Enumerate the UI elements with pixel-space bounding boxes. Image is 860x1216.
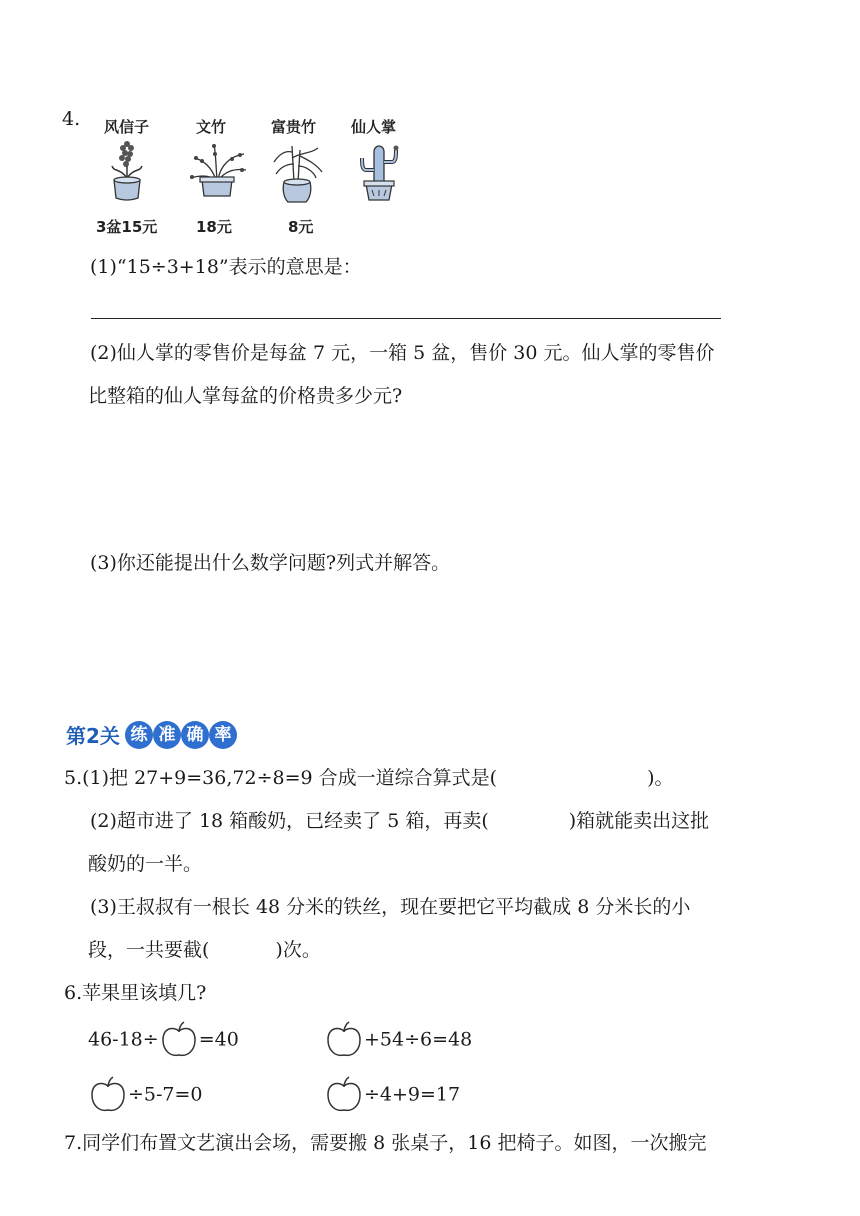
equation-3 — [88, 1075, 203, 1115]
plant-price-hyacinth: 3盆15元 — [96, 218, 158, 236]
q5-2-close: )箱就能卖出这批 — [568, 810, 710, 832]
q5-1-text: 5.(1)把 27+9=36,72÷8=9 合成一道综合算式是( — [64, 767, 498, 789]
question-4-part-1: (1)“15÷3+18”表示的意思是： — [90, 256, 362, 278]
eq1-left: 46-18÷ — [88, 1028, 159, 1051]
hyacinth-pot-icon — [104, 138, 150, 206]
question-4-part-2-line-2: 比整箱的仙人掌每盆的价格贵多少元? — [88, 385, 403, 407]
eq3-right: ÷5-7=0 — [128, 1083, 203, 1106]
question-4-part-2-line-1: (2)仙人掌的零售价是每盆 7 元，一箱 5 盆，售价 30 元。仙人掌的零售价 — [90, 342, 715, 364]
question-6-title: 6.苹果里该填几? — [64, 982, 207, 1004]
section-chip-1: 练 — [125, 721, 153, 749]
asparagus-fern-pot-icon — [186, 138, 250, 206]
equation-1 — [88, 1020, 239, 1060]
apple-blank-icon[interactable] — [324, 1075, 364, 1115]
eq4-right: ÷4+9=17 — [364, 1083, 461, 1106]
question-5-part-3-cont — [88, 941, 321, 960]
q5-3-text: 段，一共要截( — [88, 939, 210, 961]
question-5-part-2 — [90, 812, 709, 831]
question-5-part-2-cont: 酸奶的一半。 — [88, 853, 203, 875]
section-2-label: 第2关 — [66, 724, 120, 748]
question-5-part-3: (3)王叔叔有一根长 48 分米的铁丝，现在要把它平均截成 8 分米长的小 — [90, 896, 691, 918]
q5-2-text: (2)超市进了 18 箱酸奶，已经卖了 5 箱，再卖( — [90, 810, 489, 832]
plant-price-asparagus-fern: 18元 — [196, 218, 232, 236]
q5-1-close: )。 — [647, 767, 674, 789]
eq1-right: =40 — [198, 1028, 239, 1051]
apple-blank-icon[interactable] — [88, 1075, 128, 1115]
cactus-pot-icon — [354, 138, 404, 206]
q5-3-close: )次。 — [275, 939, 321, 961]
apple-blank-icon[interactable] — [324, 1020, 364, 1060]
section-chip-3: 确 — [181, 721, 209, 749]
question-5-part-1 — [64, 769, 673, 788]
plant-name-lucky-bamboo: 富贵竹 — [271, 118, 317, 136]
section-chip-2: 准 — [153, 721, 181, 749]
section-2-header — [66, 720, 237, 750]
section-chip-4: 率 — [209, 721, 237, 749]
question-4-number: 4. — [62, 108, 81, 130]
eq2-right: +54÷6=48 — [364, 1028, 473, 1051]
plant-name-asparagus-fern: 文竹 — [196, 118, 227, 136]
equation-4 — [324, 1075, 460, 1115]
equation-2 — [324, 1020, 472, 1060]
plant-price-lucky-bamboo: 8元 — [288, 218, 314, 236]
apple-blank-icon[interactable] — [159, 1020, 199, 1060]
plant-name-hyacinth: 风信子 — [104, 118, 150, 136]
lucky-bamboo-pot-icon — [272, 138, 324, 206]
plant-name-cactus: 仙人掌 — [351, 118, 397, 136]
answer-line-4-1[interactable] — [91, 318, 721, 319]
question-7-line-1: 7.同学们布置文艺演出会场，需要搬 8 张桌子，16 把椅子。如图，一次搬完 — [64, 1132, 707, 1154]
question-4-part-3: (3)你还能提出什么数学问题?列式并解答。 — [90, 552, 451, 574]
